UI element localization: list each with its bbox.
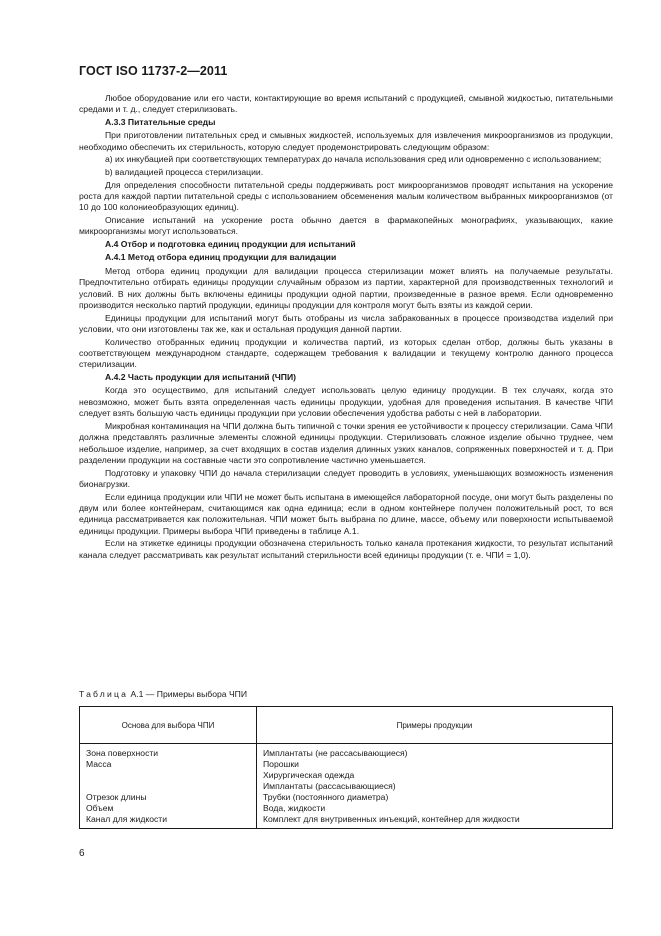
table-row bbox=[80, 759, 613, 770]
table-cell-example: Имплантаты (не рассасывающиеся) bbox=[257, 744, 613, 760]
table-row bbox=[80, 803, 613, 814]
table-cell-example: Комплект для внутривенных инъекций, контейнер для жидкости bbox=[257, 814, 613, 829]
table-row bbox=[80, 744, 613, 760]
document-body bbox=[79, 93, 613, 562]
table-caption-prefix: Таблица bbox=[79, 689, 129, 699]
table-cell-example: Вода, жидкости bbox=[257, 803, 613, 814]
table-row bbox=[80, 770, 613, 781]
paragraph: Метод отбора единиц продукции для валидации процесса стерилизации может влиять на получаемые результаты. Предпочтительно отбирать единицы продукции случайным образом из партии, характерной для производственных технологий и условий. В них должны быть включены единицы продукции одной партии, произведенные в разное время. Если одновременно производится несколько партий продукции, единицы продукции для контроля могут быть взяты из каждой серии. bbox=[79, 265, 613, 311]
table-cell-basis bbox=[80, 770, 257, 781]
table-row bbox=[80, 781, 613, 792]
paragraph: Микробная контаминация на ЧПИ должна быть типичной с точки зрения ее устойчивости к процессу стерилизации. Сама ЧПИ должна представлять различные элементы сложной единицы продукции. Стерилизовать сложное изделие обычно труднее, чем небольшое изделие, например, за счет входящих в состав изделия длинных узких каналов, сопряженных поверхностей и т. д. При разделении продукции на составные части это сопротивление частично уменьшается. bbox=[79, 420, 613, 466]
table-caption-title: А.1 — Примеры выбора ЧПИ bbox=[128, 689, 248, 699]
table-header-examples: Примеры продукции bbox=[257, 707, 613, 744]
paragraph: Когда это осуществимо, для испытаний следует использовать целую единицу продукции. В тех случаях, когда это невозможно, может быть взята определенная часть единицы продукции, удобная для проведения испытания. В качестве ЧПИ следует взять большую часть единицы продукции при условии обеспечения удобства работы с ней в лаборатории. bbox=[79, 385, 613, 419]
table-cell-basis: Канал для жидкости bbox=[80, 814, 257, 829]
table-cell-example: Трубки (постоянного диаметра) bbox=[257, 792, 613, 803]
table-cell-basis: Масса bbox=[80, 759, 257, 770]
list-item: b) валидацией процесса стерилизации. bbox=[105, 167, 264, 177]
paragraph: Единицы продукции для испытаний могут быть отобраны из числа забракованных в процессе производства изделий при условии, что они изготовлены так же, как и остальная продукция данной партии. bbox=[79, 312, 613, 335]
list-item: a) их инкубацией при соответствующих температурах до начала использования сред или одновременно с использованием; bbox=[105, 154, 602, 165]
table-cell-example: Порошки bbox=[257, 759, 613, 770]
table-header-basis: Основа для выбора ЧПИ bbox=[80, 707, 257, 744]
table-cell-basis: Объем bbox=[80, 803, 257, 814]
table-caption bbox=[79, 689, 247, 699]
page-number: 6 bbox=[79, 848, 85, 859]
selection-table bbox=[79, 706, 613, 829]
paragraph: Подготовку и упаковку ЧПИ до начала стерилизации следует проводить в условиях, уменьшающих возможность изменения бионагрузки. bbox=[79, 467, 613, 490]
table-cell-basis: Отрезок длины bbox=[80, 792, 257, 803]
section-heading: А.4 Отбор и подготовка единиц продукции для испытаний bbox=[105, 239, 356, 249]
table-cell-example: Хирургическая одежда bbox=[257, 770, 613, 781]
paragraph: Количество отобранных единиц продукции и количества партий, из которых сделан отбор, должны быть указаны в соответствующем международном стандарте, содержащем требования к валидации и текущему контролю данного процесса стерилизации. bbox=[79, 336, 613, 370]
paragraph: Описание испытаний на ускорение роста обычно дается в фармакопейных монографиях, указывающих, какие микроорганизмы могут использоваться. bbox=[79, 215, 613, 237]
table-row bbox=[80, 814, 613, 829]
paragraph: Любое оборудование или его части, контактирующие во время испытаний с продукцией, смывной жидкостью, питательными средами и т. д., следует стерилизовать. bbox=[79, 93, 613, 115]
table-row bbox=[80, 792, 613, 803]
table-cell-example: Имплантаты (рассасывающиеся) bbox=[257, 781, 613, 792]
section-heading: А.3.3 Питательные среды bbox=[105, 117, 216, 127]
document-header: ГОСТ ISO 11737-2—2011 bbox=[79, 64, 228, 78]
paragraph: Если единица продукции или ЧПИ не может быть испытана в имеющейся лабораторной посуде, они могут быть разделены по двум или более контейнерам, считающимся как одна единица; если в одном контейнере получен положительный рост, то вся единица рассматривается как положительная. ЧПИ может быть выбрана по длине, массе, объему или поверхности испытываемой единицы продукции. Примеры выбора ЧПИ приведены в таблице А.1. bbox=[79, 491, 613, 536]
paragraph: Если на этикетке единицы продукции обозначена стерильность только канала протекания жидкости, то результат испытаний канала следует рассматривать как результат испытаний стерильности всей единицы продукции (т. е. ЧПИ = 1,0). bbox=[79, 538, 613, 560]
table-header-row bbox=[80, 707, 613, 744]
paragraph: При приготовлении питательных сред и смывных жидкостей, используемых для извлечения микроорганизмов из продукции, необходимо обеспечить их стерильность, которую следует продемонстрировать следующим образом: bbox=[79, 130, 613, 152]
table-cell-basis: Зона поверхности bbox=[80, 744, 257, 760]
subsection-heading: А.4.2 Часть продукции для испытаний (ЧПИ) bbox=[105, 372, 297, 383]
table-cell-basis bbox=[80, 781, 257, 792]
subsection-heading: А.4.1 Метод отбора единиц продукции для валидации bbox=[105, 252, 337, 263]
paragraph: Для определения способности питательной среды поддерживать рост микроорганизмов проводят испытания на ускорение роста для каждой партии питательной среды с использованием обсеменения малым количеством выбранных микроорганизмов (от 10 до 100 колониеобразующих единиц). bbox=[79, 179, 613, 213]
